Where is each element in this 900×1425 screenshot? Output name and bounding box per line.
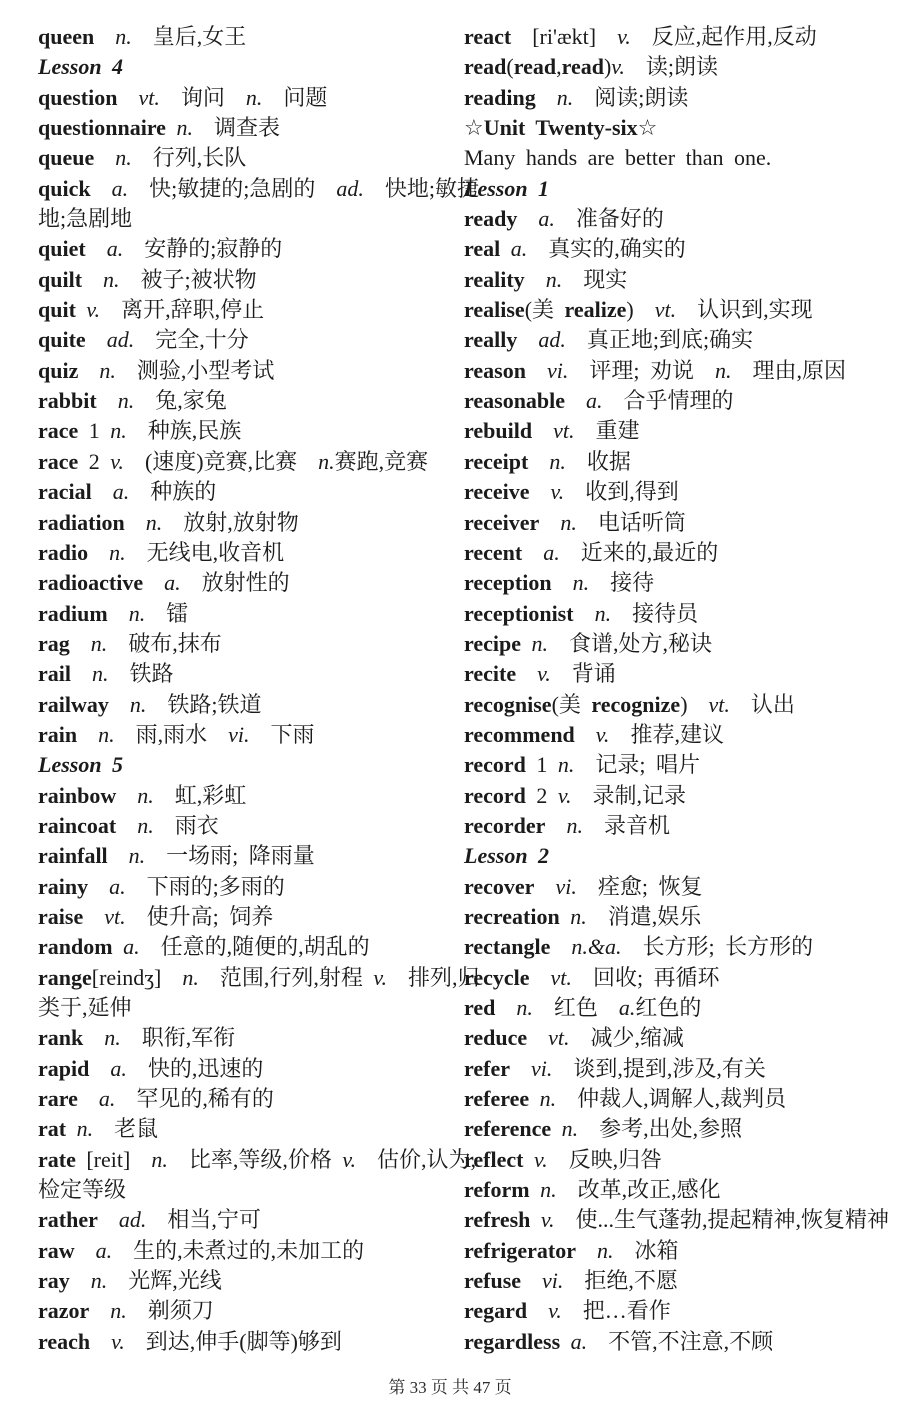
vocab-line: reasonable a. 合乎情理的: [464, 388, 734, 414]
vocab-line: rail n. 铁路: [38, 661, 174, 687]
vocab-line: rare a. 罕见的,稀有的: [38, 1086, 274, 1112]
vocab-line: quick a. 快;敏捷的;急剧的 ad. 快地;敏捷: [38, 175, 479, 201]
vocab-line: rat n. 老鼠: [38, 1116, 159, 1142]
vocab-line: quiet a. 安静的;寂静的: [38, 236, 283, 262]
vocab-line: record 2 v. 录制,记录: [464, 782, 687, 808]
vocab-line: reform n. 改革,改正,感化: [464, 1177, 721, 1203]
vocab-line: react [ri'ækt] v. 反应,起作用,反动: [464, 24, 817, 49]
vocab-line: recreation n. 消遣,娱乐: [464, 903, 702, 929]
vocab-line: rapid a. 快的,迅速的: [38, 1055, 264, 1081]
vocab-line: reading n. 阅读;朗读: [464, 84, 689, 110]
vocab-line: raincoat n. 雨衣: [38, 812, 219, 838]
vocab-line: recite v. 背诵: [464, 661, 616, 687]
vocab-line: reality n. 现实: [464, 266, 628, 292]
vocab-line: 检定等级: [38, 1177, 127, 1203]
vocab-line: rank n. 职衔,军衔: [38, 1025, 236, 1051]
vocab-line: referee n. 仲裁人,调解人,裁判员: [464, 1086, 787, 1112]
vocab-line: record 1 n. 记录; 唱片: [464, 752, 701, 778]
vocab-line: Many hands are better than one.: [464, 145, 772, 171]
vocab-line: receiver n. 电话听筒: [464, 509, 686, 535]
page-footer: 第 33 页 共 47 页: [388, 1378, 512, 1397]
vocab-line: rag n. 破布,抹布: [38, 630, 222, 656]
vocab-line: raw a. 生的,未煮过的,未加工的: [38, 1237, 365, 1263]
vocab-line: really ad. 真正地;到底;确实: [464, 327, 754, 353]
vocab-line: recover vi. 痊愈; 恢复: [464, 873, 703, 899]
vocab-line: receptionist n. 接待员: [464, 600, 699, 626]
vocab-line: quit v. 离开,辞职,停止: [38, 297, 265, 323]
vocab-line: Lesson 4: [38, 54, 124, 80]
vocab-line: rate [reit] n. 比率,等级,价格 v. 估价,认为,: [38, 1146, 476, 1172]
vocab-line: 类于,延伸: [38, 995, 132, 1020]
vocab-line: red n. 红色 a.红色的: [464, 995, 702, 1020]
vocab-line: rainy a. 下雨的;多雨的: [38, 873, 285, 899]
vocab-line: recent a. 近来的,最近的: [464, 539, 719, 565]
vocab-line: rebuild vt. 重建: [464, 418, 640, 444]
vocab-line: recommend v. 推荐,建议: [464, 721, 724, 747]
vocab-line: rabbit n. 兔,家兔: [38, 388, 227, 414]
vocab-line: Lesson 5: [38, 752, 124, 778]
vocab-line: reference n. 参考,出处,参照: [464, 1116, 743, 1142]
vocab-line: reduce vt. 减少,缩减: [464, 1025, 685, 1051]
vocab-line: radioactive a. 放射性的: [38, 570, 290, 596]
vocab-line: questionnaire n. 调查表: [38, 115, 280, 141]
vocab-line: question vt. 询问 n. 问题: [38, 84, 328, 110]
vocab-line: razor n. 剃须刀: [38, 1298, 214, 1324]
vocab-line: rainbow n. 虹,彩虹: [38, 782, 247, 808]
vocab-line: ☆Unit Twenty-six☆: [464, 115, 658, 141]
vocab-line: Lesson 2: [464, 843, 550, 869]
vocab-line: refuse vi. 拒绝,不愿: [464, 1268, 678, 1294]
vocab-line: refrigerator n. 冰箱: [464, 1237, 679, 1263]
vocab-line: railway n. 铁路;铁道: [38, 691, 262, 717]
vocab-line: raise vt. 使升高; 饲养: [38, 903, 274, 929]
vocab-line: ray n. 光辉,光线: [38, 1268, 222, 1294]
vocab-line: race 1 n. 种族,民族: [38, 418, 242, 444]
vocab-line: quite ad. 完全,十分: [38, 327, 249, 353]
vocab-line: reach v. 到达,伸手(脚等)够到: [38, 1328, 342, 1354]
vocab-line: regard v. 把…看作: [464, 1298, 671, 1324]
vocab-line: read(read,read)v. 读;朗读: [464, 54, 719, 80]
vocab-line: 地;急剧地: [38, 206, 133, 232]
vocab-line: reason vi. 评理; 劝说 n. 理由,原因: [464, 357, 846, 383]
vocab-line: rectangle n.&a. 长方形; 长方形的: [464, 934, 814, 960]
vocab-line: recorder n. 录音机: [464, 812, 670, 838]
vocab-line: radio n. 无线电,收音机: [38, 539, 285, 565]
vocab-line: regardless a. 不管,不注意,不顾: [464, 1328, 774, 1354]
vocab-line: receive v. 收到,得到: [464, 479, 679, 505]
vocab-line: refresh v. 使...生气蓬勃,提起精神,恢复精神: [464, 1207, 890, 1233]
vocab-line: recognise(美 recognize) vt. 认出: [464, 691, 795, 717]
vocab-line: radium n. 镭: [38, 600, 189, 626]
vocab-line: rainfall n. 一场雨; 降雨量: [38, 843, 315, 869]
vocab-line: quilt n. 被子;被状物: [38, 266, 257, 292]
vocab-line: queue n. 行列,长队: [38, 145, 247, 171]
vocab-line: refer vi. 谈到,提到,涉及,有关: [464, 1055, 766, 1081]
vocab-line: rather ad. 相当,宁可: [38, 1207, 261, 1233]
left-column: [38, 22, 480, 1357]
vocab-line: race 2 v. (速度)竞赛,比赛 n.赛跑,竞赛: [38, 448, 429, 474]
vocab-line: queen n. 皇后,女王: [38, 24, 247, 49]
vocab-line: racial a. 种族的: [38, 479, 217, 505]
vocab-line: rain n. 雨,雨水 vi. 下雨: [38, 721, 315, 747]
vocab-line: reflect v. 反映,归咎: [464, 1146, 663, 1172]
vocab-line: quiz n. 测验,小型考试: [38, 357, 275, 383]
vocab-line: reception n. 接待: [464, 570, 655, 596]
vocab-line: receipt n. 收据: [464, 448, 631, 474]
vocab-line: Lesson 1: [464, 175, 550, 201]
vocab-line: real a. 真实的,确实的: [464, 236, 686, 262]
vocab-line: random a. 任意的,随便的,胡乱的: [38, 934, 370, 960]
vocab-line: radiation n. 放射,放射物: [38, 509, 299, 535]
vocab-line: realise(美 realize) vt. 认识到,实现: [464, 297, 813, 323]
vocab-line: range[reindʒ] n. 范围,行列,射程 v. 排列,归: [38, 964, 480, 990]
vocab-line: ready a. 准备好的: [464, 206, 664, 232]
right-column: [464, 22, 900, 1357]
vocab-line: recycle vt. 回收; 再循环: [464, 964, 720, 990]
vocab-line: recipe n. 食谱,处方,秘诀: [464, 630, 713, 656]
